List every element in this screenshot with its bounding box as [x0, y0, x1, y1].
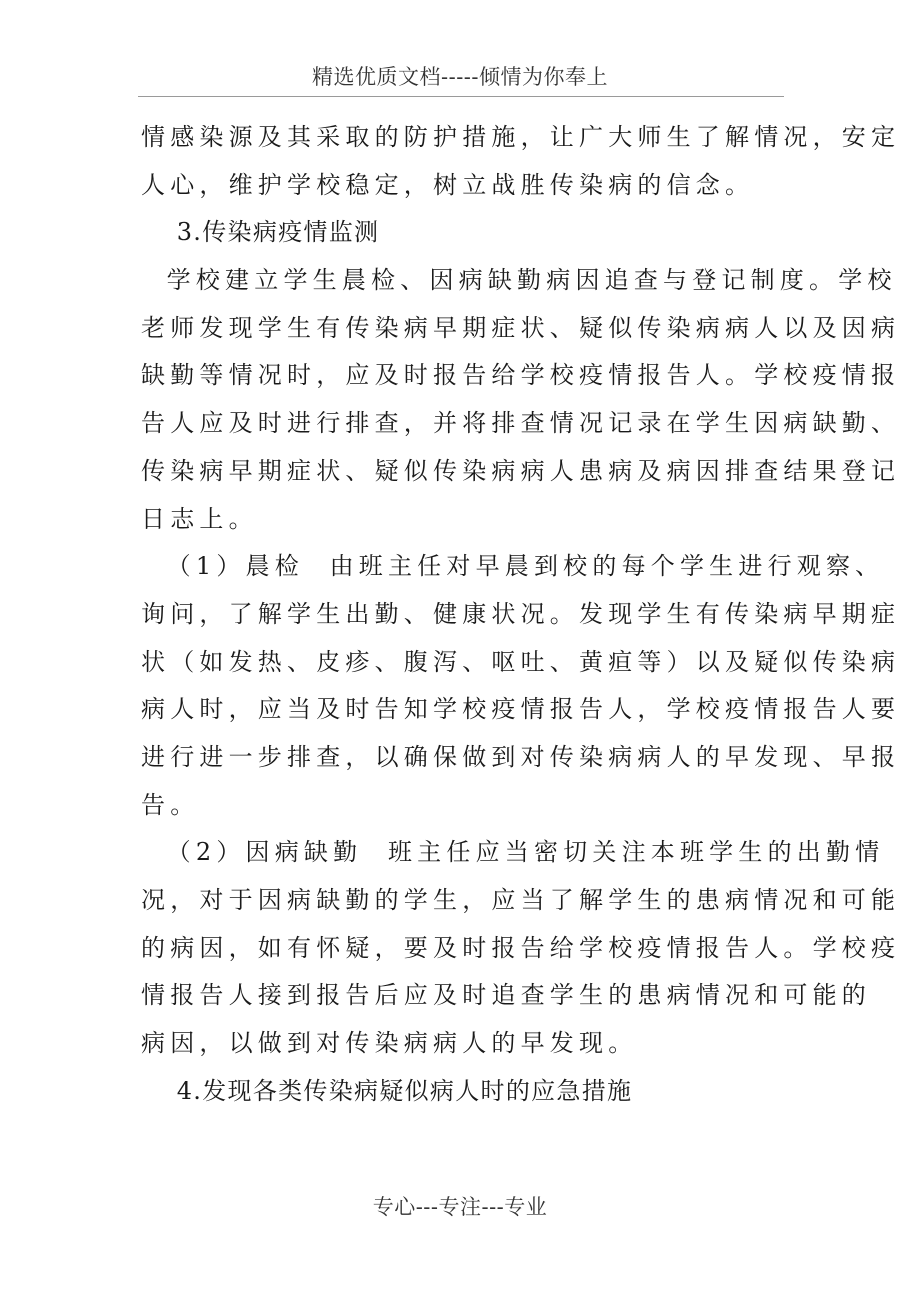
text-line: （2）因病缺勤 班主任应当密切关注本班学生的出勤情	[141, 838, 885, 867]
text-line: 况，对于因病缺勤的学生，应当了解学生的患病情况和可能	[141, 886, 901, 914]
text-line: 传染病早期症状、疑似传染病病人患病及病因排查结果登记	[141, 456, 901, 485]
text-line: 缺勤等情况时，应及时报告给学校疫情报告人。学校疫情报	[141, 361, 901, 390]
page-header: 精选优质文档-----倾情为你奉上	[312, 65, 608, 89]
text-line: 情报告人接到报告后应及时追查学生的患病情况和可能的	[141, 981, 871, 1010]
text-line: 病人时，应当及时告知学校疫情报告人，学校疫情报告人要	[141, 695, 901, 724]
text-line: 日志上。	[141, 504, 258, 533]
section-heading: 4.发现各类传染病疑似病人时的应急措施	[141, 1076, 633, 1105]
header-divider	[138, 96, 784, 97]
text-line: 学校建立学生晨检、因病缺勤病因追查与登记制度。学校	[141, 266, 897, 295]
text-line: 病因，以做到对传染病病人的早发现。	[141, 1029, 638, 1058]
text-line: 状（如发热、皮疹、腹泻、呕吐、黄疸等）以及疑似传染病	[141, 647, 901, 676]
text-line: 的病因，如有怀疑，要及时报告给学校疫情报告人。学校疫	[141, 933, 901, 962]
text-line: 老师发现学生有传染病早期症状、疑似传染病病人以及因病	[141, 313, 901, 342]
text-line: 进行进一步排查，以确保做到对传染病病人的早发现、早报	[141, 742, 901, 771]
text-line: 人心，维护学校稳定，树立战胜传染病的信念。	[141, 170, 755, 199]
body-text	[141, 114, 901, 1115]
text-line: 询问，了解学生出勤、健康状况。发现学生有传染病早期症	[141, 599, 901, 628]
section-heading: 3.传染病疫情监测	[141, 218, 380, 247]
page-footer: 专心---专注---专业	[372, 1195, 548, 1219]
text-line: 情感染源及其采取的防护措施，让广大师生了解情况，安定	[141, 123, 901, 151]
text-line: 告。	[141, 790, 200, 819]
text-line: 告人应及时进行排查，并将排查情况记录在学生因病缺勤、	[141, 409, 901, 438]
text-line: （1）晨检 由班主任对早晨到校的每个学生进行观察、	[141, 552, 885, 581]
